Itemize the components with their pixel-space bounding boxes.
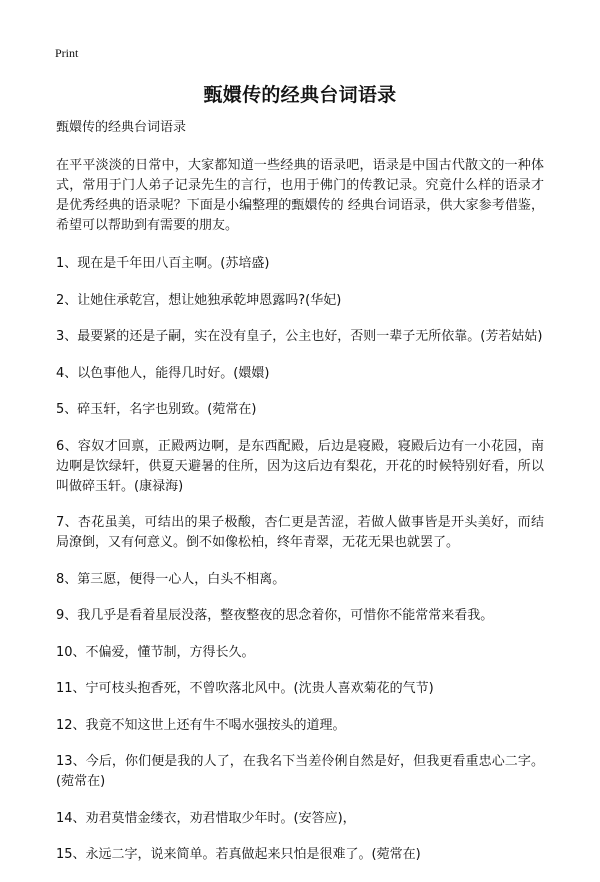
quote-item: 13、今后，你们便是我的人了，在我名下当差伶俐自然是好，但我更看重忠心二字。(菀常在) <box>56 754 544 789</box>
quote-item: 4、以色事他人，能得几时好。(嬛嬛) <box>56 365 270 381</box>
quote-item: 10、不偏爱，懂节制，方得长久。 <box>56 644 255 660</box>
article-subtitle: 甄嬛传的经典台词语录 <box>56 120 187 135</box>
quote-item: 15、永远二字，说来简单。若真做起来只怕是很难了。(菀常在) <box>56 847 421 862</box>
quote-item: 3、最要紧的还是子嗣，实在没有皇子，公主也好，否则一辈子无所依靠。(芳若姑姑) <box>56 329 543 344</box>
quote-item: 12、我竟不知这世上还有牛不喝水强按头的道理。 <box>56 717 346 733</box>
intro-paragraph: 在平平淡淡的日常中，大家都知道一些经典的语录吧，语录是中国古代散文的一种体式，常用于门人弟子记录先生的言行，也用于佛门的传教记录。究竟什么样的语录才是优秀经典的语录呢？下面是小编整理的甄嬛传的 经典台词语录，供大家参考借鉴，希望可以帮助到有需要的朋友。 <box>56 158 544 233</box>
quote-item: 8、第三愿，便得一心人，白头不相离。 <box>56 571 286 587</box>
quote-item: 11、宁可枝头抱香死，不曾吹落北风中。(沈贵人喜欢菊花的气节) <box>56 681 434 696</box>
quote-item: 2、让她住承乾宫，想让她独承乾坤恩露吗?(华妃) <box>56 292 342 308</box>
quote-list <box>56 254 544 865</box>
quote-item: 6、容奴才回禀，正殿两边啊，是东西配殿，后边是寝殿，寝殿后边有一小花园，南边啊是饮绿轩，供夏天避暑的住所，因为这后边有梨花，开花的时候特别好看，所以叫做碎玉轩。(康禄海) <box>56 438 544 494</box>
page-title: 甄嬛传的经典台词语录 <box>203 84 397 106</box>
quote-item: 5、碎玉轩，名字也别致。(菀常在) <box>56 402 257 417</box>
quote-item: 1、现在是千年田八百主啊。(苏培盛) <box>56 256 270 271</box>
print-link[interactable]: Print <box>55 46 79 60</box>
quote-item: 7、杏花虽美，可结出的果子极酸，杏仁更是苦涩，若做人做事皆是开头美好，而结局潦倒，又有何意义。倒不如像松柏，终年青翠，无花无果也就罢了。 <box>56 515 544 550</box>
article-body <box>56 118 544 882</box>
quote-item: 14、劝君莫惜金缕衣，劝君惜取少年时。(安答应)， <box>56 810 356 826</box>
quote-item: 9、我几乎是看着星辰没落，整夜整夜的思念着你，可惜你不能常常来看我。 <box>56 608 494 623</box>
